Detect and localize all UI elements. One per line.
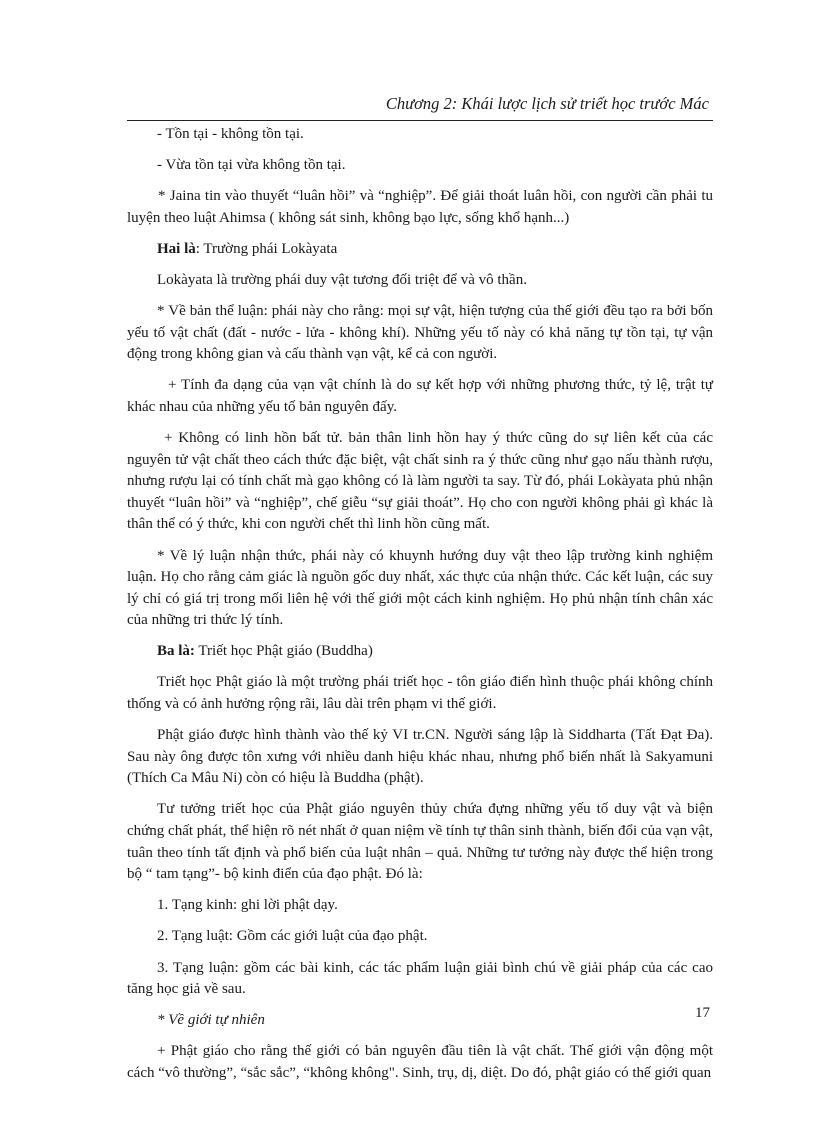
list-item: 1. Tạng kinh: ghi lời phật dạy. bbox=[157, 897, 338, 914]
page-header bbox=[127, 94, 713, 121]
section-heading bbox=[127, 239, 713, 261]
paragraph: * Về lý luận nhận thức, phái này có khuynh hướng duy vật theo lập trường kinh nghiệm luận. Họ cho rằng cảm giác là nguồn gốc duy nhất, xác thực của nhận thức. Các kết luận, các suy lý chỉ có giá trị trong mối liên hệ với thế giới một cách kinh nghiệm. Họ phủ nhận tính chân xác của những tri thức lý tính. bbox=[127, 547, 713, 629]
section-heading-label: Hai là bbox=[157, 240, 196, 257]
paragraph: * Jaina tin vào thuyết “luân hồi” và “nghiệp”. Để giải thoát luân hồi, con người cần phải tu luyện theo luật Ahimsa ( không sát sinh, không bạo lực, sống khổ hạnh...) bbox=[127, 188, 713, 226]
section-heading-text: : Trường phái Lokàyata bbox=[195, 240, 338, 257]
paragraph: + Phật giáo cho rằng thế giới có bản nguyên đầu tiên là vật chất. Thế giới vận động một cách “vô thường”, “sắc sắc”, “không không". Sinh, trụ, dị, diệt. Do đó, phật giáo có thế giới quan bbox=[127, 1043, 713, 1081]
paragraph: + Không có linh hồn bất tử. bản thân linh hồn hay ý thức cũng do sự liên kết của các nguyên tử vật chất theo cách thức đặc biệt, vật chất sinh ra ý thức cũng như gạo nấu thành rượu, nhưng rượu lại có tính chất mà gạo không có là làm người ta say. Từ đó, phái Lokàyata phủ nhận thuyết “luân hồi” và “nghiệp”, chế giễu “sự giải thoát”. Họ cho con người không phải gì khác là thân thể có ý thức, khi con người chết thì linh hồn cũng mất. bbox=[127, 430, 713, 533]
paragraph: - Vừa tồn tại vừa không tồn tại. bbox=[157, 157, 346, 174]
page-body bbox=[127, 124, 713, 1094]
paragraph: * Về bản thể luận: phái này cho rằng: mọi sự vật, hiện tượng của thế giới đều tạo ra bởi bốn yếu tố vật chất (đất - nước - lửa - không khí). Những yếu tố này có khả năng tự tồn tại, tự vận động trong không gian và cấu thành vạn vật, kể cả con người. bbox=[127, 303, 713, 363]
list-item: 2. Tạng luật: Gồm các giới luật của đạo phật. bbox=[157, 928, 428, 945]
paragraph: + Tính đa dạng của vạn vật chính là do sự kết hợp với những phương thức, tỷ lệ, trật tự khác nhau của những yếu tố bản nguyên đấy. bbox=[127, 377, 713, 415]
section-heading-label: Ba là: bbox=[157, 643, 195, 660]
paragraph: Triết học Phật giáo là một trường phái triết học - tôn giáo điển hình thuộc phái không chính thống và có ảnh hưởng rộng rãi, lâu dài trên phạm vi thế giới. bbox=[127, 674, 713, 713]
subsection-heading: * Về giới tự nhiên bbox=[157, 1012, 265, 1029]
list-item: 3. Tạng luận: gồm các bài kinh, các tác phẩm luận giải bình chú về giải pháp của các cao tăng học giả về sau. bbox=[127, 959, 713, 998]
paragraph: Phật giáo được hình thành vào thế kỷ VI tr.CN. Người sáng lập là Siddharta (Tất Đạt Đa). Sau này ông được tôn xưng với nhiều danh hiệu khác nhau, nhưng phổ biến nhất là Sakyamuni (Thích Ca Mâu Ni) còn có hiệu là Buddha (phật). bbox=[127, 727, 713, 787]
page-number: 17 bbox=[695, 1005, 710, 1021]
section-heading bbox=[127, 641, 713, 663]
chapter-title: Chương 2: Khái lược lịch sử triết học trước Mác bbox=[385, 94, 709, 113]
paragraph: Tư tưởng triết học của Phật giáo nguyên thủy chứa đựng những yếu tố duy vật và biện chứng chất phát, thể hiện rõ nét nhất ở quan niệm về tính tự thân sinh thành, biến đổi của vạn vật, tuân theo tính tất định và phổ biến của luật nhân – quả. Những tư tưởng này được thể hiện trong bộ “ tam tạng”- bộ kinh điển của đạo phật. Đó là: bbox=[127, 801, 713, 883]
paragraph: - Tồn tại - không tồn tại. bbox=[157, 126, 304, 142]
section-heading-text: Triết học Phật giáo (Buddha) bbox=[194, 643, 373, 660]
paragraph: Lokàyata là trường phái duy vật tương đối triệt để và vô thần. bbox=[157, 271, 527, 288]
